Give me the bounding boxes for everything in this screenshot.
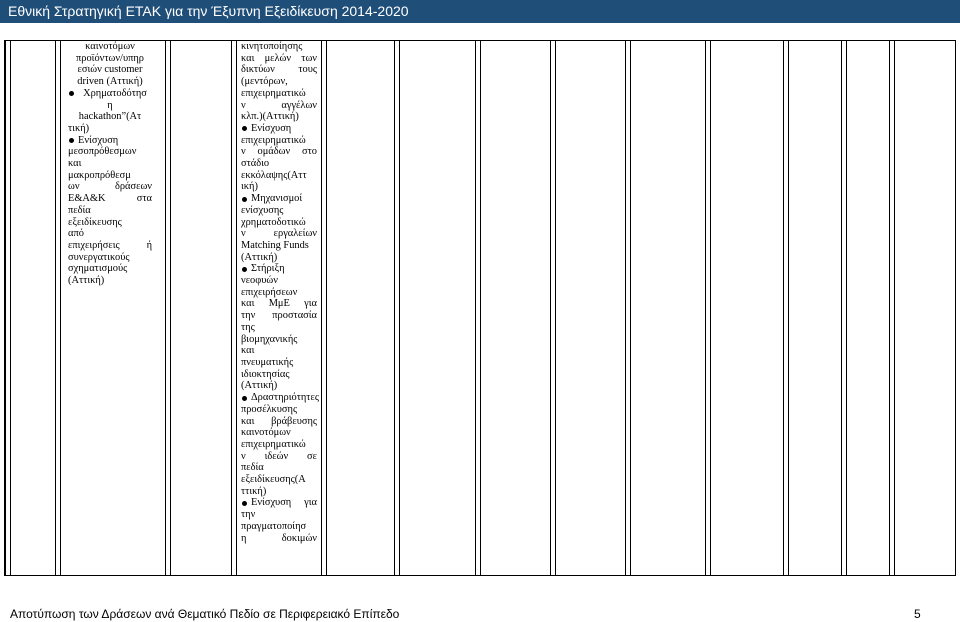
column-border	[889, 41, 895, 575]
bullet-line: Δραστηριότητες	[241, 392, 317, 404]
text-line: και μελών των	[241, 52, 317, 64]
text-line: πεδία	[68, 204, 91, 216]
text-line: της	[241, 321, 255, 333]
text-line: ική)	[241, 181, 258, 193]
text-line: Matching Funds	[241, 239, 309, 251]
text-line: κλπ.)(Αττική)	[241, 111, 299, 123]
text-line: και	[68, 158, 82, 170]
column-border	[165, 41, 171, 575]
text-line: και βράβευσης	[241, 415, 317, 427]
column-border	[475, 41, 481, 575]
column-border	[625, 41, 631, 575]
bullet-line: Ενίσχυση	[241, 123, 317, 135]
text-line: εκκόλαψης(Αττ	[241, 169, 307, 181]
text-line: επιχειρήσεις ή	[68, 239, 152, 251]
text-line: μεσοπρόθεσμων	[68, 146, 137, 158]
text-line: πνευματικής	[241, 356, 294, 368]
column-border	[55, 41, 61, 575]
text-line: μακροπρόθεσμ	[68, 169, 131, 181]
text-line: συνεργατικούς	[68, 251, 130, 263]
text-line: στάδιο	[241, 158, 270, 170]
text-line: Ε&Α&Κ στα	[68, 193, 152, 205]
text-line: επιχειρήσεων	[241, 286, 298, 298]
text-line: καινοτόμων	[85, 41, 135, 52]
text-line: (μεντόρων,	[241, 76, 288, 88]
column-border	[783, 41, 789, 575]
cell-actions-b	[241, 41, 317, 544]
text-line: πραγματοποίησ	[241, 520, 307, 532]
text-line: (Αττική)	[241, 251, 278, 263]
text-line: hackathon”(Ατ	[78, 111, 142, 123]
text-line: την	[241, 509, 256, 521]
text-line: ν ομάδων στο	[241, 146, 317, 158]
text-line: driven (Αττική)	[77, 76, 143, 88]
text-line: κινητοποίησης	[241, 41, 303, 52]
text-line: η δοκιμών	[241, 532, 317, 544]
text-line: σχηματισμούς	[68, 263, 128, 275]
page-number: 5	[914, 607, 921, 621]
column-border	[321, 41, 327, 575]
document-header	[0, 0, 960, 23]
text-line: επιχειρηματικώ	[241, 438, 306, 450]
column-border	[841, 41, 847, 575]
bullet-line: Ενίσχυση	[68, 135, 152, 147]
text-line: ν αγγέλων	[241, 99, 317, 111]
text-line: και ΜμΕ για	[241, 298, 317, 310]
text-line: επιχειρηματικώ	[241, 134, 306, 146]
text-line: νεοφυών	[241, 275, 278, 287]
text-line: εξειδίκευσης(Α	[241, 474, 306, 486]
cell-actions-a	[68, 41, 152, 287]
text-line: δικτύων τους	[241, 64, 317, 76]
bullet-line: Μηχανισμοί	[241, 193, 317, 205]
text-line: από	[68, 228, 84, 240]
text-line: ων δράσεων	[68, 181, 152, 193]
column-border	[231, 41, 237, 575]
text-line: ιδιοκτησίας	[241, 368, 290, 380]
text-line: την προστασία	[241, 310, 317, 322]
text-line: εσιών customer	[77, 64, 143, 76]
text-line: προσέλκυσης	[241, 403, 298, 415]
text-line: και	[241, 345, 255, 357]
text-line: ν εργαλείων	[241, 228, 317, 240]
bullet-line: Ενίσχυση για	[241, 497, 317, 509]
text-line: εξειδίκευσης	[68, 216, 122, 228]
text-line: (Αττική)	[68, 275, 105, 287]
column-border	[550, 41, 556, 575]
text-line: βιομηχανικής	[241, 333, 298, 345]
text-line: ττική)	[241, 485, 267, 497]
text-line: χρηματοδοτικώ	[241, 216, 306, 228]
bullet-line: Στήριξη	[241, 263, 317, 275]
column-border	[705, 41, 711, 575]
document-title: Εθνική Στρατηγική ΕΤΑΚ για την Έξυπνη Εξειδίκευση 2014-2020	[8, 3, 409, 19]
column-border	[5, 41, 11, 575]
text-line: καινοτόμων	[241, 427, 291, 439]
column-border	[394, 41, 400, 575]
text-line: η	[107, 99, 113, 111]
bullet-line: Χρηματοδότησ	[68, 88, 152, 100]
text-line: επιχειρηματικώ	[241, 87, 306, 99]
footer-text: Αποτύπωση των Δράσεων ανά Θεματικό Πεδίο σε Περιφερειακό Επίπεδο	[10, 607, 400, 621]
text-line: τική)	[68, 122, 90, 134]
text-line: προϊόντων/υπηρ	[76, 52, 144, 64]
document-footer	[0, 606, 960, 622]
text-line: πεδία	[241, 462, 264, 474]
text-line: ν ιδεών σε	[241, 450, 317, 462]
text-line: ενίσχυσης	[241, 204, 284, 216]
text-line: (Αττική)	[241, 380, 278, 392]
action-table	[4, 40, 956, 576]
